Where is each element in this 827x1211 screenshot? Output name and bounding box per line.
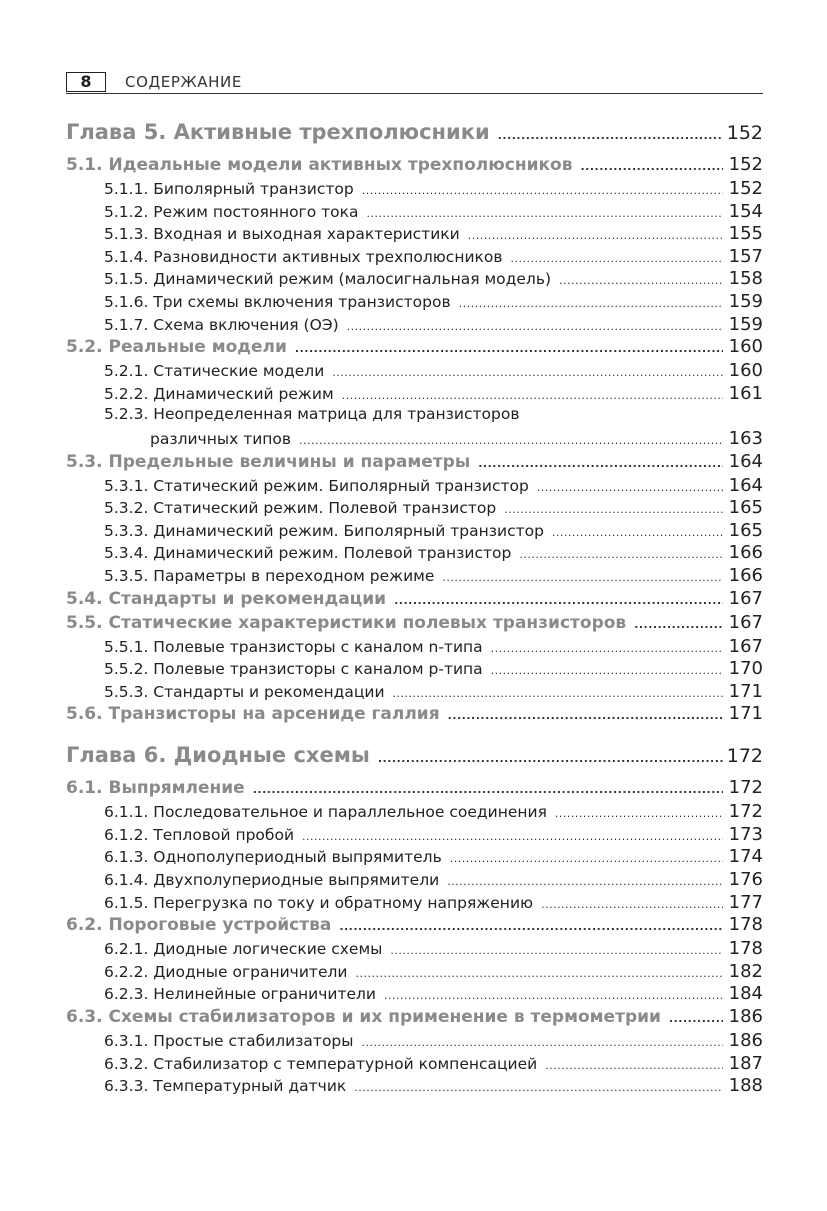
toc-subsection[interactable] — [66, 246, 763, 269]
toc-page-number: 167 — [728, 635, 763, 657]
toc-page-number: 176 — [728, 869, 763, 891]
dot-leader — [355, 967, 723, 980]
toc-title: 5.3.1. Статический режим. Биполярный транзистор — [104, 476, 529, 495]
toc-page-number: 159 — [728, 290, 763, 312]
toc-page-number: 178 — [728, 914, 763, 936]
toc-page-number: 166 — [728, 542, 763, 564]
toc-title: 6.1.5. Перегрузка по току и обратному напряжению — [104, 893, 534, 912]
toc-subsection[interactable] — [66, 1075, 763, 1098]
page-header — [66, 70, 763, 96]
toc-title: 5.3.3. Динамический режим. Биполярный транзистор — [104, 521, 544, 540]
toc-page-number: 167 — [728, 611, 763, 633]
toc-subsection[interactable] — [66, 846, 763, 869]
dot-leader — [295, 342, 723, 355]
toc-page-number: 171 — [728, 703, 763, 725]
toc-section[interactable] — [66, 612, 763, 636]
toc-subsection[interactable] — [66, 291, 763, 314]
toc-page-number: 165 — [728, 519, 763, 541]
dot-leader — [378, 752, 723, 765]
toc-page-number: 172 — [728, 801, 763, 823]
toc-page-number: 172 — [726, 745, 763, 768]
toc-section[interactable] — [66, 1006, 763, 1030]
toc-subsection[interactable] — [66, 268, 763, 291]
dot-leader — [390, 944, 723, 957]
dot-leader — [393, 687, 723, 700]
dot-leader — [347, 320, 723, 333]
toc-title: 5.3.4. Динамический режим. Полевой транзистор — [104, 544, 512, 563]
toc-page-number: 164 — [728, 474, 763, 496]
toc-page-number: 157 — [728, 245, 763, 267]
dot-leader — [552, 526, 723, 539]
toc-subsection[interactable] — [66, 681, 763, 704]
dot-leader — [354, 1081, 723, 1094]
toc-subsection-continuation[interactable] — [66, 428, 763, 451]
toc-title: 5.1.7. Схема включения (ОЭ) — [104, 315, 339, 334]
toc-page-number: 173 — [728, 823, 763, 845]
toc-title: 5.1.4. Разновидности активных трехполюсников — [104, 247, 503, 266]
dot-leader — [634, 618, 723, 631]
toc-section[interactable] — [66, 703, 763, 727]
dot-leader — [491, 664, 723, 677]
toc-page-number: 174 — [728, 846, 763, 868]
toc-title: 5.4. Стандарты и рекомендации — [66, 588, 387, 609]
toc-page-number: 188 — [728, 1075, 763, 1097]
dot-leader — [384, 989, 723, 1002]
dot-leader — [448, 709, 723, 722]
toc-page-number: 152 — [728, 154, 763, 175]
toc-page-number: 154 — [728, 200, 763, 222]
dot-leader — [559, 274, 723, 287]
toc-page-number: 182 — [728, 960, 763, 982]
dot-leader — [541, 898, 723, 911]
toc-title: 5.5.2. Полевые транзисторы с каналом p-типа — [104, 660, 483, 679]
dot-leader — [468, 229, 723, 242]
toc-title: 5.3.2. Статический режим. Полевой транзистор — [104, 499, 497, 518]
toc-page-number: 178 — [728, 938, 763, 960]
dot-leader — [342, 389, 723, 402]
toc-page-number: 160 — [728, 360, 763, 382]
dot-leader — [498, 129, 723, 142]
toc-title: 6.1.4. Двухполупериодные выпрямители — [104, 871, 440, 890]
toc-title: 6.2.1. Диодные логические схемы — [104, 940, 383, 959]
toc-subsection[interactable] — [66, 475, 763, 498]
header-rule — [66, 93, 763, 94]
toc-page-number: 164 — [728, 450, 763, 472]
toc-page-number: 165 — [728, 497, 763, 519]
toc-page-number: 177 — [728, 891, 763, 913]
toc-page-number: 158 — [728, 268, 763, 290]
toc-section[interactable] — [66, 336, 763, 360]
dot-leader — [450, 852, 723, 865]
toc-page-number: 167 — [728, 587, 763, 609]
toc-title: 6.3. Схемы стабилизаторов и их применение в термометрии — [66, 1007, 661, 1028]
toc-page-number: 186 — [728, 1030, 763, 1052]
dot-leader — [519, 548, 723, 561]
toc-subsection[interactable] — [66, 383, 763, 406]
toc-subsection[interactable] — [66, 223, 763, 246]
dot-leader — [362, 184, 723, 197]
dot-leader — [447, 875, 723, 888]
toc-title: 5.6. Транзисторы на арсениде галлия — [66, 704, 440, 725]
toc-title: 5.1.5. Динамический режим (малосигнальная модель) — [104, 270, 552, 289]
toc-title: 5.2.2. Динамический режим — [104, 384, 334, 403]
dot-leader — [545, 1059, 723, 1072]
toc-subsection[interactable] — [66, 520, 763, 543]
toc-title: 6.1.2. Тепловой пробой — [104, 825, 295, 844]
toc-title: 5.1. Идеальные модели активных трехполюсников — [66, 155, 573, 175]
dot-leader — [669, 1012, 723, 1025]
toc-page-number: 159 — [728, 313, 763, 335]
toc-title: 6.2. Пороговые устройства — [66, 915, 332, 936]
dot-leader — [537, 481, 723, 494]
toc-title: 5.1.2. Режим постоянного тока — [104, 202, 359, 221]
toc-subsection[interactable] — [66, 636, 763, 659]
dot-leader — [442, 571, 723, 584]
toc-title: 5.1.6. Три схемы включения транзисторов — [104, 292, 451, 311]
toc-subsection[interactable] — [66, 824, 763, 847]
toc-subsection[interactable] — [66, 1053, 763, 1076]
dot-leader — [555, 807, 723, 820]
toc-subsection[interactable] — [66, 360, 763, 383]
toc-title: Глава 5. Активные трехполюсники — [66, 120, 490, 144]
toc-page-number: 160 — [728, 336, 763, 358]
page-number: 8 — [66, 72, 106, 92]
toc-title: 5.3.5. Параметры в переходном режиме — [104, 566, 435, 585]
toc-page-number: 161 — [728, 382, 763, 404]
toc-title: различных типов — [150, 429, 292, 448]
toc-title: 6.3.1. Простые стабилизаторы — [104, 1032, 354, 1051]
table-of-contents — [66, 120, 763, 1098]
toc-title: 6.1.1. Последовательное и параллельное соединения — [104, 803, 547, 822]
dot-leader — [332, 366, 723, 379]
toc-page-number: 152 — [726, 122, 763, 144]
toc-title: 6.3.2. Стабилизатор с температурной компенсацией — [104, 1054, 538, 1073]
dot-leader — [367, 207, 724, 220]
toc-title: 6.3.3. Температурный датчик — [104, 1077, 347, 1096]
toc-subsection[interactable] — [66, 801, 763, 824]
toc-subsection[interactable] — [66, 201, 763, 224]
toc-page-number: 172 — [728, 777, 763, 799]
running-title: СОДЕРЖАНИЕ — [125, 73, 242, 91]
toc-title: 5.2.3. Неопределенная матрица для транзисторов — [104, 405, 520, 424]
toc-page-number: 170 — [728, 658, 763, 680]
dot-leader — [491, 642, 723, 655]
toc-page-number: 187 — [728, 1052, 763, 1074]
chapter-gap — [66, 727, 763, 743]
toc-page-number: 155 — [728, 223, 763, 245]
toc-subsection[interactable] — [66, 314, 763, 337]
toc-subsection[interactable] — [66, 983, 763, 1006]
toc-section[interactable] — [66, 451, 763, 475]
dot-leader — [339, 920, 723, 933]
toc-title: 6.2.2. Диодные ограничители — [104, 962, 348, 981]
toc-title: 5.3. Предельные величины и параметры — [66, 451, 471, 472]
toc-subsection[interactable] — [66, 405, 763, 428]
toc-title: 6.1. Выпрямление — [66, 778, 245, 799]
dot-leader — [478, 457, 723, 470]
toc-title: 5.2.1. Статические модели — [104, 362, 325, 381]
toc-section[interactable] — [66, 914, 763, 938]
toc-page-number: 184 — [728, 983, 763, 1005]
dot-leader — [299, 434, 723, 447]
toc-page-number: 152 — [728, 178, 763, 199]
toc-subsection[interactable] — [66, 892, 763, 915]
toc-subsection[interactable] — [66, 565, 763, 588]
toc-section[interactable] — [66, 588, 763, 612]
toc-chapter[interactable] — [66, 120, 763, 154]
dot-leader — [504, 503, 723, 516]
toc-subsection[interactable] — [66, 658, 763, 681]
toc-page-number: 163 — [728, 427, 763, 449]
toc-page-number: 171 — [728, 680, 763, 702]
dot-leader — [581, 160, 724, 173]
toc-subsection[interactable] — [66, 542, 763, 565]
toc-subsection[interactable] — [66, 938, 763, 961]
toc-title: 6.1.3. Однополупериодный выпрямитель — [104, 848, 442, 867]
toc-page-number: 186 — [728, 1006, 763, 1028]
toc-subsection[interactable] — [66, 869, 763, 892]
toc-title: Глава 6. Диодные схемы — [66, 743, 370, 768]
toc-title: 6.2.3. Нелинейные ограничители — [104, 985, 376, 1004]
toc-title: 5.1.1. Биполярный транзистор — [104, 180, 354, 198]
toc-page-number: 166 — [728, 564, 763, 586]
toc-title: 5.1.3. Входная и выходная характеристики — [104, 225, 460, 244]
toc-subsection[interactable] — [66, 961, 763, 984]
toc-subsection[interactable] — [66, 178, 763, 201]
toc-chapter[interactable] — [66, 743, 763, 777]
toc-title: 5.5.1. Полевые транзисторы с каналом n-типа — [104, 637, 483, 656]
dot-leader — [511, 252, 723, 265]
toc-section[interactable] — [66, 154, 763, 178]
dot-leader — [362, 1036, 723, 1049]
toc-subsection[interactable] — [66, 1030, 763, 1053]
toc-subsection[interactable] — [66, 497, 763, 520]
dot-leader — [253, 783, 723, 796]
toc-title: 5.5.3. Стандарты и рекомендации — [104, 682, 385, 701]
toc-title: 5.2. Реальные модели — [66, 337, 287, 358]
dot-leader — [459, 297, 723, 310]
dot-leader — [394, 594, 723, 607]
dot-leader — [302, 830, 723, 843]
toc-title: 5.5. Статические характеристики полевых транзисторов — [66, 612, 627, 633]
toc-section[interactable] — [66, 777, 763, 801]
